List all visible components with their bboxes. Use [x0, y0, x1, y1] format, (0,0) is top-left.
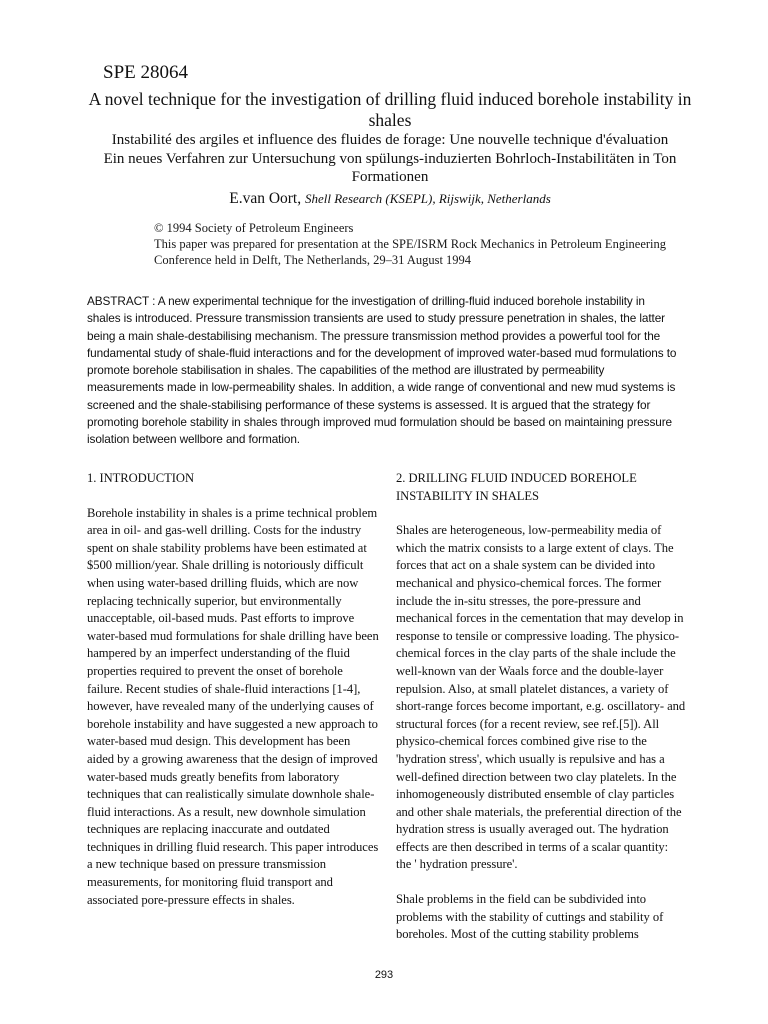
copyright-line: © 1994 Society of Petroleum Engineers — [154, 221, 354, 235]
introduction-paragraph: Borehole instability in shales is a prime technical problem area in oil- and gas-well drilling. Costs for the industry spent on shale stability problems have been estimated at $500 million/year. Shale drilling is notoriously difficult when using water-based drilling fluids, which are now replacing technically superior, but environmentally unacceptable, oil-based muds. Past efforts to improve water-based mud formulations for shale drilling have been hampered by an imperfect understanding of the fluid properties required to prevent the onset of borehole failure. Recent studies of shale-fluid interactions [1-4], however, have revealed many of the underlying causes of borehole instability and have suggested a new approach to water-based mud design. This development has been aided by a growing awareness that the design of improved water-based muds greatly benefits from laboratory techniques that can realistically simulate downhole shale-fluid interactions. As a result, new downhole simulation techniques are replacing inaccurate and outdated techniques in drilling fluid research. This paper introduces a new technique based on pressure transmission measurements, for monitoring fluid transport and associated pore-pressure effects in shales. — [87, 505, 379, 907]
author-line — [80, 190, 700, 208]
section2-paragraph-1: Shales are heterogeneous, low-permeability media of which the matrix consists to a large extent of clays. The forces that act on a shale system can be divided into mechanical and physico-chemical forces. The former include the in-situ stresses, the pore-pressure and mechanical forces in the cementation that may develop in response to tensile or compressive loading. The physico-chemical forces in the clay parts of the shale include the well-known van der Waals force and the double-layer repulsion. Also, at small platelet distances, a variety of short-range forces become important, e.g. oscillatory- and structural forces (for a recent review, see ref.[5]). All physico-chemical forces combined give rise to the 'hydration stress', which usually is repulsive and has a well-defined direction between two clay platelets. In the inhomogeneously distributed ensemble of clay particles and other shale materials, the preferential direction of the hydration stress is usually averaged out. The hydration effects are then described in terms of a scalar quantity: the ' hydration pressure'. — [396, 523, 686, 872]
author-affiliation: Shell Research (KSEPL), Rijswijk, Netherlands — [305, 191, 551, 206]
conference-note: This paper was prepared for presentation at the SPE/ISRM Rock Mechanics in Petroleum Engineering Conference held in Delft, The Netherlands, 29–31 August 1994 — [154, 237, 667, 267]
abstract: ABSTRACT : A new experimental technique for the investigation of drilling-fluid induced borehole instability in shales is introduced. Pressure transmission transients are used to study pressure penetration in shales, the latter being a main shale-destabilising mechanism. The pressure transmission method provides a powerful tool for the fundamental study of shale-fluid interactions and for the development of improved water-based mud formulations to promote borehole stabilisation in shales. The capabilities of the method are illustrated by permeability measurements made in low-permeability shales. In addition, a wide range of conventional and new mud systems is screened and the shale-stabilising performance of these systems is assessed. It is argued that the strategy for promoting borehole stability in shales through improved mud formulation should be based on maintaining pressure isolation between wellbore and formation. — [87, 294, 677, 447]
paper-title: A novel technique for the investigation of drilling fluid induced borehole instability in shales — [88, 89, 692, 130]
section2-paragraph-2: Shale problems in the field can be subdivided into problems with the stability of cuttings and stability of boreholes. Most of the cutting stability problems — [396, 892, 664, 942]
right-column — [396, 470, 686, 961]
section-heading-introduction: 1. INTRODUCTION — [87, 471, 194, 485]
spe-paper-number: SPE 28064 — [103, 62, 188, 83]
author-name: E.van Oort, — [229, 190, 302, 207]
copyright-notice — [154, 220, 674, 268]
left-column — [87, 470, 379, 926]
paper-title-german: Ein neues Verfahren zur Untersuchung von spülungs-induzierten Bohrloch-Instabilitäten in Ton Formationen — [103, 151, 677, 185]
section-heading-borehole-instability: 2. DRILLING FLUID INDUCED BOREHOLE INSTABILITY IN SHALES — [396, 471, 637, 503]
page-number: 293 — [374, 969, 394, 981]
paper-title-french: Instabilité des argiles et influence des fluides de forage: Une nouvelle technique d'évaluation — [111, 132, 669, 148]
